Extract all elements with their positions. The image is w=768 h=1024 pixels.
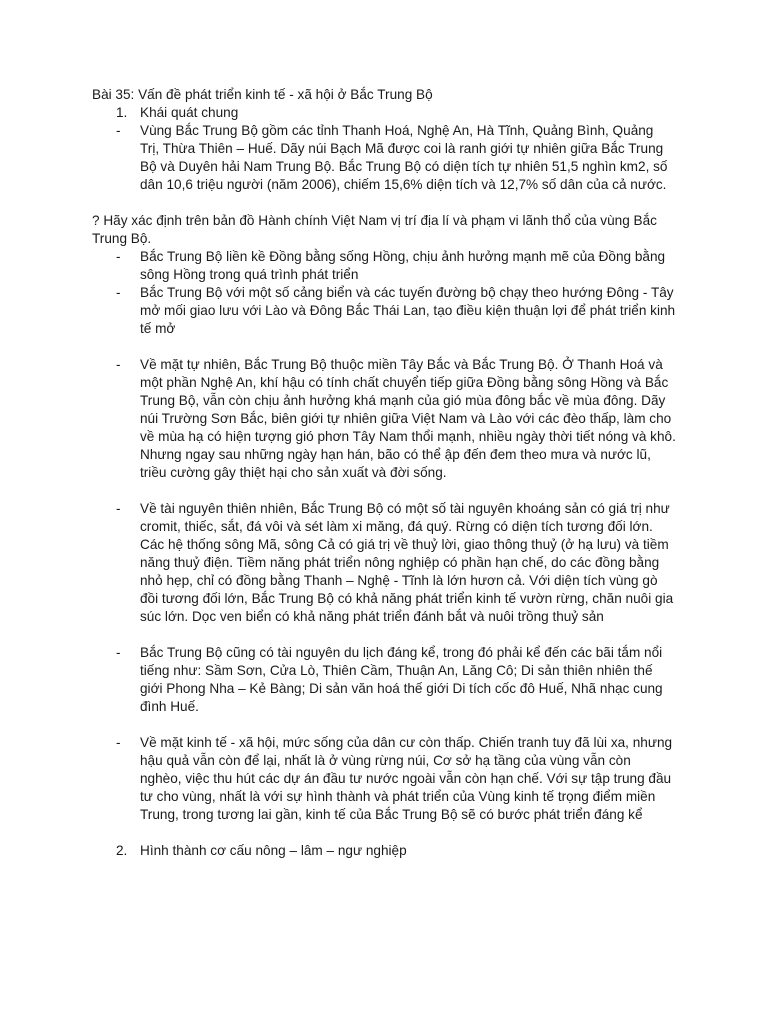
section-2-number: 2. [116,843,128,858]
paragraph-adjacency-text: Bắc Trung Bộ liền kề Đồng bằng sống Hồng, chịu ảnh hưởng mạnh mẽ của Đồng bằng sông Hồng trong quá trình phát triển [140,249,666,282]
section-2-title: Hình thành cơ cấu nông – lâm – ngư nghiệp [140,843,407,858]
bullet-dash: - [116,501,121,516]
paragraph-tourism-text: Bắc Trung Bộ cũng có tài nguyên du lịch đáng kể, trong đó phải kể đến các bãi tắm nổi tiếng như: Sầm Sơn, Cửa Lò, Thiên Cầm, Thuận An, Lăng Cô; Di sản thiên nhiên thế giới Phong Nha – Kẻ Bàng; Di sản văn hoá thế giới Di tích cốc đô Huế, Nhã nhạc cung đình Huế. [140,645,663,714]
paragraph-socioeconomic-text: Về mặt kinh tế - xã hội, mức sống của dân cư còn thấp. Chiến tranh tuy đã lùi xa, nhưng hậu quả vẫn còn để lại, nhất là ở vùng rừng núi, Cơ sở hạ tầng của vùng vẫn còn nghèo, việc thu hút các dự án đầu tư nước ngoài vẫn còn hạn chế. Với sự tập trung đầu tư cho vùng, nhất là với sự hình thành và phát triển của Vùng kinh tế trọng điểm miền Trung, trong tương lai gần, kinh tế của Bắc Trung Bộ sẽ có bước phát triển đáng kể [140,735,673,822]
paragraph-resources [92,500,676,626]
bullet-dash: - [116,357,121,372]
paragraph-socioeconomic [92,734,676,824]
question-text: ? Hãy xác định trên bản đồ Hành chính Việt Nam vị trí địa lí và phạm vi lãnh thổ của vùng Bắc Trung Bộ. [92,213,657,246]
bullet-dash: - [116,123,121,138]
paragraph-overview [92,122,676,194]
bullet-dash: - [116,645,121,660]
section-1-heading [92,104,676,122]
paragraph-nature-text: Về mặt tự nhiên, Bắc Trung Bộ thuộc miền Tây Bắc và Bắc Trung Bộ. Ở Thanh Hoá và một phần Nghệ An, khí hậu có tính chất chuyển tiếp giữa Đồng bằng sông Hồng và Bắc Trung Bộ, vẫn còn chịu ảnh hưởng khá mạnh của gió mùa đông bắc về mùa đông. Dãy núi Trường Sơn Bắc, biên giới tự nhiên giữa Việt Nam và Lào với các đèo thấp, làm cho về mùa hạ có hiện tượng gió phơn Tây Nam thổi mạnh, nhiều ngày thời tiết nóng và khô. Nhưng ngay sau những ngày hạn hán, bão có thể ập đến đem theo mưa và nước lũ, triều cường gây thiệt hại cho sản xuất và đời sống. [140,357,676,480]
paragraph-transport-text: Bắc Trung Bộ với một số cảng biển và các tuyến đường bộ chạy theo hướng Đông - Tây mở mối giao lưu với Lào và Đông Bắc Thái Lan, tạo điều kiện thuận lợi để phát triển kinh tế mở [140,285,676,336]
lesson-title: Bài 35: Vấn đề phát triển kinh tế - xã hội ở Bắc Trung Bộ [92,87,433,102]
paragraph-tourism [92,644,676,716]
paragraph-nature [92,356,676,482]
paragraph-resources-text: Về tài nguyên thiên nhiên, Bắc Trung Bộ có một số tài nguyên khoáng sản có giá trị như cromit, thiếc, sắt, đá vôi và sét làm xi măng, đá quý. Rừng có diện tích tương đối lớn. Các hệ thống sông Mã, sông Cả có giá trị về thuỷ lời, giao thông thuỷ (ở hạ lưu) và tiềm năng thuỷ điện. Tiềm năng phát triển nông nghiệp có phần hạn chế, do các đồng bằng nhỏ hẹp, chỉ có đồng bằng Thanh – Nghệ - Tĩnh là lớn hươn cả. Với diện tích vùng gò đồi tương đối lớn, Bắc Trung Bộ có khả năng phát triển kinh tế vườn rừng, chăn nuôi gia súc lớn. Dọc ven biển có khả năng phát triển đánh bắt và nuôi trồng thuỷ sản [140,501,674,624]
paragraph-transport [92,284,676,338]
section-2-heading [92,842,676,860]
bullet-dash: - [116,735,121,750]
paragraph-overview-text: Vùng Bắc Trung Bộ gồm các tỉnh Thanh Hoá, Nghệ An, Hà Tĩnh, Quảng Bình, Quảng Trị, Thừa Thiên – Huế. Dãy núi Bạch Mã được coi là ranh giới tự nhiên giữa Bắc Trung Bộ và Duyên hải Nam Trung Bộ. Bắc Trung Bộ có diện tích tự nhiên 51,5 nghìn km2, số dân 10,6 triệu người (năm 2006), chiếm 15,6% diện tích và 12,7% số dân của cả nước. [140,123,668,192]
section-1-title: Khái quát chung [140,105,239,120]
section-1-number: 1. [116,105,128,120]
paragraph-adjacency [92,248,676,284]
bullet-dash: - [116,249,121,264]
bullet-dash: - [116,285,121,300]
